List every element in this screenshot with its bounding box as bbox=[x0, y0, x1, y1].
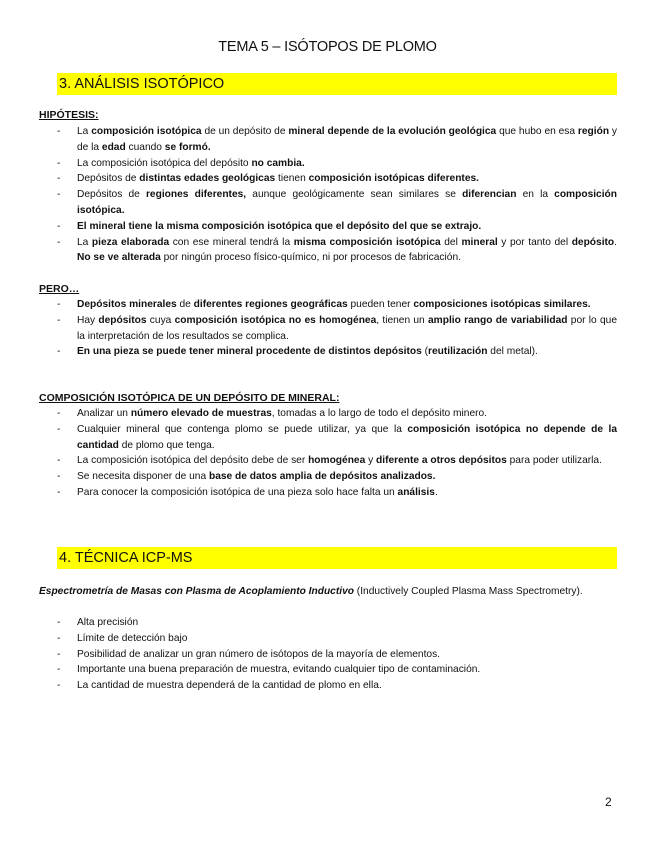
text-run: con ese mineral tendrá la bbox=[169, 236, 294, 248]
text-run: . bbox=[614, 236, 617, 248]
list-item bbox=[39, 235, 617, 267]
text-run: La bbox=[77, 236, 92, 248]
list-item bbox=[39, 313, 617, 345]
list-item: - La cantidad de muestra dependerá de la cantidad de plomo en ella. bbox=[39, 678, 617, 694]
list-item: - Alta precisión bbox=[39, 615, 617, 631]
icpms-intro bbox=[39, 584, 617, 600]
bold-text: no cambia. bbox=[251, 157, 305, 169]
list-item bbox=[39, 156, 617, 172]
bold-text: diferencian bbox=[462, 189, 517, 201]
bold-text: regiones diferentes, bbox=[145, 189, 247, 201]
page-title: TEMA 5 – ISÓTOPOS DE PLOMO bbox=[218, 39, 437, 55]
bold-text: diferentes regiones geográficas bbox=[193, 299, 348, 310]
text-run: aunque geológicamente sean similares se bbox=[246, 189, 463, 201]
text-run: La composición isotópica del depósito bbox=[77, 157, 252, 169]
text-run: de un depósito de bbox=[201, 126, 289, 137]
bold-text: amplio rango de variabilidad bbox=[428, 314, 568, 326]
icpms-full-name: Espectrometría de Masas con Plasma de Acoplamiento Inductivo bbox=[39, 586, 354, 597]
bold-text: homogénea bbox=[308, 455, 366, 467]
text-run: Para conocer la composición isotópica de una pieza solo hace falta un bbox=[77, 486, 398, 498]
composition-label: COMPOSICIÓN ISOTÓPICA DE UN DEPÓSITO DE MINERAL: bbox=[39, 392, 340, 404]
hypothesis-label: HIPÓTESIS: bbox=[39, 109, 99, 121]
hypothesis-list bbox=[39, 124, 617, 266]
bold-text: mineral depende de la evolución geológica bbox=[288, 126, 497, 137]
text-run: por ningún proceso físico-químico, ni por procesos de fabricación. bbox=[160, 252, 461, 264]
list-item bbox=[39, 344, 617, 360]
text-run: cuya bbox=[146, 314, 175, 326]
text-run: por lo que la interpretación de los resultados se complica. bbox=[77, 314, 617, 342]
text-run: Cualquier mineral que contenga plomo se puede utilizar, ya que la bbox=[77, 423, 408, 435]
bold-text: En una pieza se puede tener mineral procedente de distintos depósitos bbox=[77, 346, 422, 358]
bold-text: El mineral tiene la misma composición isotópica que el depósito del que se extrajo. bbox=[77, 220, 482, 232]
bold-text: composición isotópica. bbox=[77, 189, 618, 216]
list-item: - Importante una buena preparación de muestra, evitando cualquier tipo de contaminación. bbox=[39, 662, 617, 678]
bold-text: composiciones isotópicas similares. bbox=[413, 299, 591, 310]
bold-text: pieza elaborada bbox=[91, 236, 170, 248]
list-item bbox=[39, 485, 617, 501]
list-item bbox=[39, 297, 617, 313]
bold-text: Depósitos minerales bbox=[77, 299, 177, 310]
text-run: que hubo en esa bbox=[496, 126, 578, 137]
bold-text: depósitos bbox=[98, 314, 147, 326]
list-item bbox=[39, 422, 617, 454]
bold-text: depósito bbox=[571, 236, 615, 248]
bold-text: se formó. bbox=[164, 141, 211, 153]
text-run: Analizar un bbox=[77, 408, 131, 419]
text-run: Se necesita disponer de una bbox=[77, 471, 209, 483]
section-3-heading: 3. ANÁLISIS ISOTÓPICO bbox=[57, 73, 617, 95]
icpms-english-name: (Inductively Coupled Plasma Mass Spectrometry). bbox=[353, 586, 583, 597]
bold-text: edad bbox=[101, 141, 126, 153]
list-item bbox=[39, 453, 617, 469]
text-run: Depósitos de bbox=[77, 173, 140, 185]
list-item bbox=[39, 406, 617, 422]
icpms-list bbox=[39, 615, 617, 694]
bold-text: reutilización bbox=[428, 346, 488, 358]
list-item bbox=[39, 171, 617, 187]
pero-label: PERO… bbox=[39, 283, 80, 295]
bold-text: composición isotópica bbox=[91, 126, 202, 137]
text-run: y bbox=[365, 455, 377, 467]
bold-text: región bbox=[577, 126, 610, 137]
text-run: y de la bbox=[77, 126, 617, 153]
list-item bbox=[39, 124, 617, 156]
section-4-heading: 4. TÉCNICA ICP-MS bbox=[57, 547, 617, 569]
text-run: Hay bbox=[77, 314, 99, 326]
bold-text: base de datos amplia de depósitos analizados. bbox=[208, 471, 436, 483]
composition-list bbox=[39, 406, 617, 501]
bold-text: mineral bbox=[461, 236, 498, 248]
text-run: tienen bbox=[275, 173, 309, 185]
bold-text: número elevado de muestras bbox=[130, 408, 272, 419]
page-number: 2 bbox=[605, 795, 612, 809]
text-run: , tomadas a lo largo de todo el depósito minero. bbox=[271, 408, 487, 419]
text-run: y por tanto del bbox=[497, 236, 572, 248]
bold-text: distintas edades geológicas bbox=[139, 173, 276, 185]
text-run: . bbox=[434, 486, 438, 498]
text-run: de bbox=[176, 299, 194, 310]
text-run: del metal). bbox=[487, 346, 538, 358]
text-run: Depósitos de bbox=[77, 189, 146, 201]
list-item bbox=[39, 187, 617, 219]
bold-text: composición isotópica no depende de la cantidad bbox=[77, 423, 617, 451]
text-run: ( bbox=[421, 346, 428, 358]
list-item: - Límite de detección bajo bbox=[39, 631, 617, 647]
pero-list bbox=[39, 297, 617, 360]
list-item bbox=[39, 469, 617, 485]
text-run: cuando bbox=[125, 141, 165, 153]
list-item bbox=[39, 219, 617, 235]
text-run: La bbox=[77, 126, 92, 137]
bold-text: diferente a otros depósitos bbox=[376, 455, 507, 467]
bold-text: composición isotópicas diferentes. bbox=[308, 173, 479, 185]
bold-text: No se ve alterada bbox=[77, 252, 161, 264]
text-run: del bbox=[440, 236, 462, 248]
text-run: La composición isotópica del depósito debe de ser bbox=[77, 455, 309, 467]
list-item: - Posibilidad de analizar un gran número de isótopos de la mayoría de elementos. bbox=[39, 647, 617, 663]
text-run: para poder utilizarla. bbox=[506, 455, 602, 467]
text-run: , tienen un bbox=[376, 314, 429, 326]
text-run: pueden tener bbox=[347, 299, 414, 310]
text-run: de plomo que tenga. bbox=[118, 439, 215, 451]
bold-text: composición isotópica no es homogénea bbox=[174, 314, 377, 326]
text-run: en la bbox=[516, 189, 555, 201]
bold-text: análisis bbox=[397, 486, 435, 498]
bold-text: misma composición isotópica bbox=[293, 236, 441, 248]
